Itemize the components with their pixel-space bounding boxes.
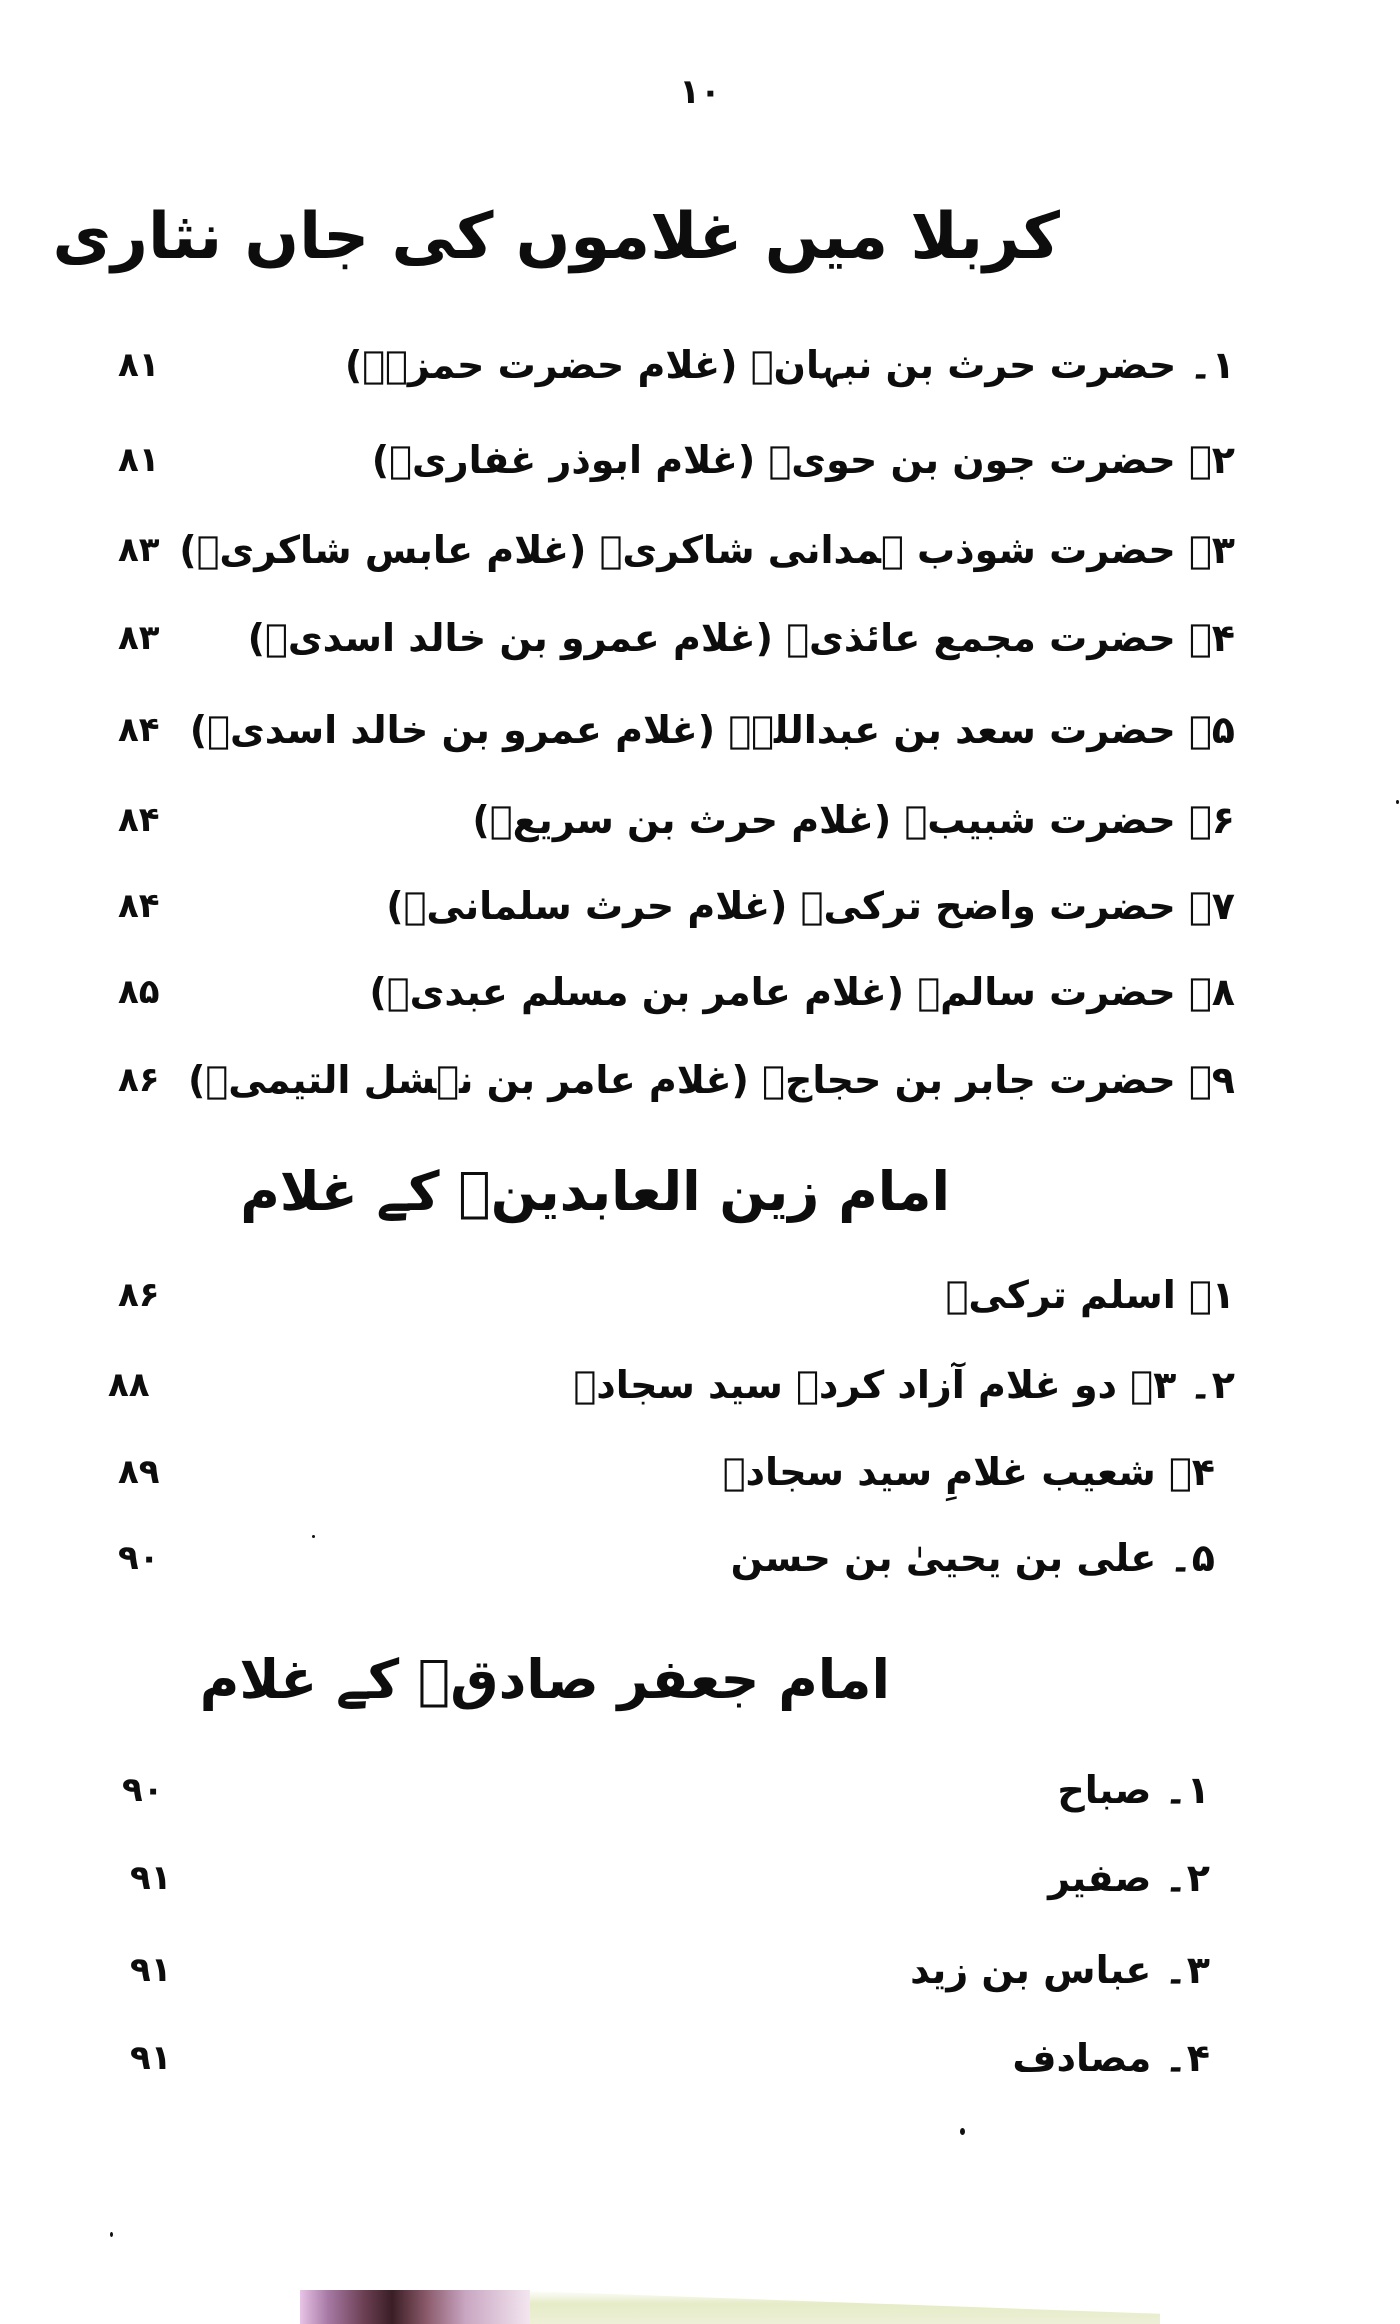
toc-entry-page: ۸۳ (118, 530, 160, 570)
toc-entry[interactable] (0, 1940, 1400, 2000)
scan-speck (110, 2232, 113, 2237)
toc-entry[interactable] (0, 608, 1400, 668)
toc-entry-page: ۸۶ (118, 1275, 160, 1315)
toc-entry-text: ۲۔ حضرت جون بن حویؑ (غلام ابوذر غفاریؑ) (371, 438, 1235, 482)
toc-entry-text: ۱۔ حضرت حرث بن نبہانؑ (غلام حضرت حمزہؑ) (344, 343, 1235, 387)
toc-entry[interactable] (0, 335, 1400, 395)
toc-entry-text: ۱۔ اسلم ترکیؑ (945, 1273, 1235, 1317)
toc-entry-page: ۸۱ (118, 345, 160, 385)
scan-speck (960, 2128, 965, 2135)
toc-entry[interactable] (0, 876, 1400, 936)
scan-edge-artifact (300, 2290, 1160, 2324)
toc-entry-text: ۲۔ ۳۔ دو غلام آزاد کردہ سید سجادؑ (573, 1363, 1235, 1407)
toc-entry-text: ۳۔ عباس بن زید (910, 1948, 1210, 1992)
toc-entry-page: ۹۰ (122, 1770, 164, 1810)
toc-entry-text: ۶۔ حضرت شبیبؑ (غلام حرث بن سریعؑ) (472, 798, 1235, 842)
toc-entry-text: ۵۔ علی بن یحییٰ بن حسن (730, 1536, 1215, 1580)
toc-entry[interactable] (0, 1355, 1400, 1415)
toc-entry[interactable] (0, 430, 1400, 490)
toc-entry-page: ۸۱ (118, 440, 160, 480)
toc-entry[interactable] (0, 2028, 1400, 2088)
toc-entry-page: ۸۴ (118, 800, 160, 840)
section-title-karbala: کربلا میں غلاموں کی جاں نثاری (52, 200, 1060, 274)
page-number: ۱۰ (679, 72, 721, 112)
toc-entry[interactable] (0, 1442, 1400, 1502)
toc-entry-page: ۸۳ (118, 618, 160, 658)
scan-edge-color-band (300, 2290, 530, 2324)
toc-entry-text: ۵۔ حضرت سعد بن عبداللہؑ (غلام عمرو بن خالد اسدیؑ) (189, 708, 1235, 752)
toc-entry[interactable] (0, 1848, 1400, 1908)
toc-entry-text: ۴۔ مصادف (1012, 2036, 1210, 2080)
section-title-zain-ul-abideen: امام زین العابدینؑ کے غلام (240, 1160, 950, 1223)
section-title-jafar-sadiq: امام جعفر صادقؑ کے غلام (199, 1648, 890, 1711)
toc-entry-page: ۸۴ (118, 886, 160, 926)
toc-entry-text: ۴۔ شعیب غلامِ سید سجادؑ (722, 1450, 1215, 1494)
toc-entry-text: ۸۔ حضرت سالمؑ (غلام عامر بن مسلم عبدیؑ) (369, 970, 1235, 1014)
toc-entry-page: ۹۱ (130, 1950, 172, 1990)
toc-entry[interactable] (0, 1265, 1400, 1325)
scan-speck (1396, 800, 1399, 804)
toc-entry[interactable] (0, 1528, 1400, 1588)
scan-edge-pale (500, 2290, 1160, 2324)
toc-entry-page: ۹۱ (130, 1858, 172, 1898)
toc-entry[interactable] (0, 700, 1400, 760)
toc-entry-text: ۷۔ حضرت واضح ترکیؑ (غلام حرث سلمانیؑ) (386, 884, 1235, 928)
toc-entry-page: ۸۴ (118, 710, 160, 750)
toc-entry[interactable] (0, 962, 1400, 1022)
toc-entry[interactable] (0, 1760, 1400, 1820)
toc-entry-page: ۸۸ (108, 1365, 150, 1405)
scan-speck (312, 1535, 315, 1538)
toc-entry-text: ۲۔ صفیر (1048, 1856, 1210, 1900)
toc-entry[interactable] (0, 520, 1400, 580)
toc-entry[interactable] (0, 1050, 1400, 1110)
toc-entry-page: ۹۱ (130, 2038, 172, 2078)
toc-entry-page: ۸۵ (118, 972, 160, 1012)
toc-entry-text: ۴۔ حضرت مجمع عائذیؑ (غلام عمرو بن خالد اسدیؑ) (247, 616, 1235, 660)
toc-entry-page: ۸۹ (118, 1452, 160, 1492)
toc-entry[interactable] (0, 790, 1400, 850)
toc-entry-page: ۸۶ (118, 1060, 160, 1100)
toc-entry-text: ۳۔ حضرت شوذب ہمدانی شاکریؑ (غلام عابس شاکریؑ) (179, 528, 1235, 572)
toc-entry-text: ۱۔ صباح (1057, 1768, 1210, 1812)
toc-entry-page: ۹۰ (118, 1538, 160, 1578)
toc-entry-text: ۹۔ حضرت جابر بن حجاجؑ (غلام عامر بن نہشل التیمیؑ) (188, 1058, 1235, 1102)
